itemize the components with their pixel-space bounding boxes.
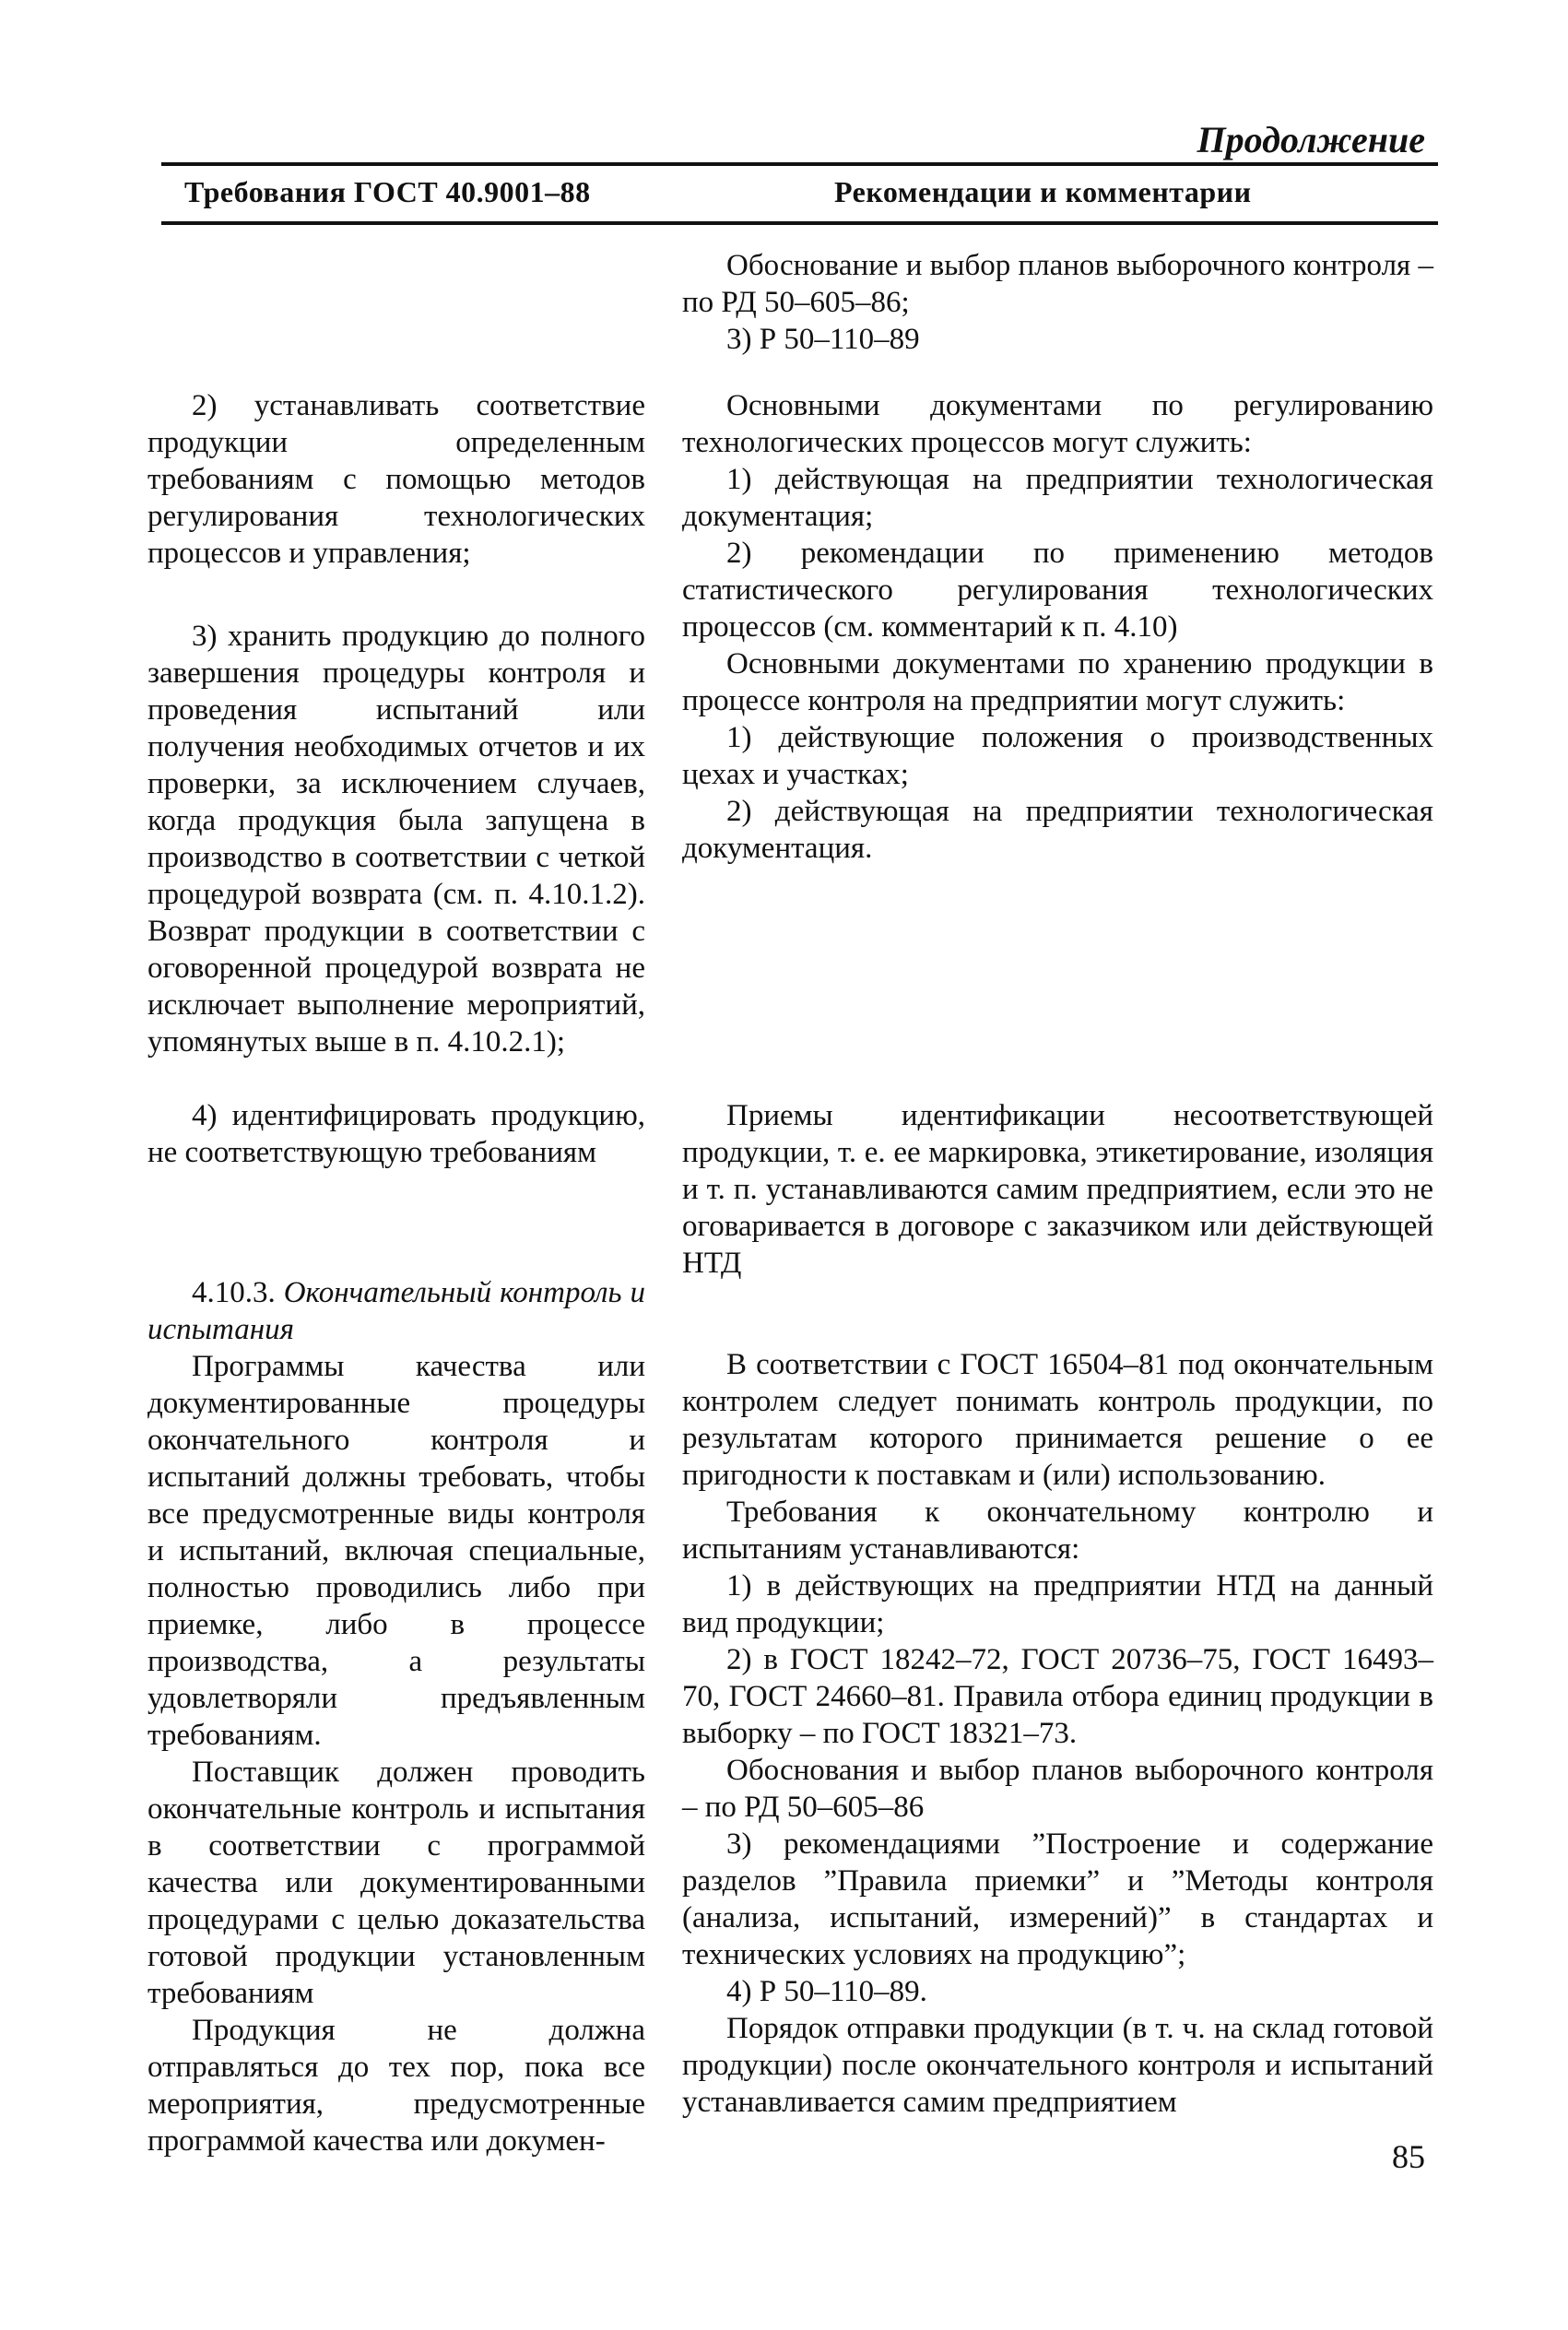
left-block-final-control	[147, 1274, 645, 2159]
left-block-identification	[147, 1097, 645, 1171]
right-block-identification	[682, 1097, 1433, 1282]
paragraph: 2) действующая на предприятии технологическая документация.	[682, 795, 1433, 865]
section-number: 4.10.3.	[192, 1276, 276, 1309]
section-heading	[147, 1274, 645, 1348]
paragraph: Продукция не должна отправляться до тех пор, пока все мероприятия, предусмотренные программой качества или докумен-	[147, 2014, 645, 2158]
paragraph: 3) хранить продукцию до полного завершения процедуры контроля и проведения испытаний или получения необходимых отчетов и их проверки, за исключением случаев, когда продукция была запущена в производство в соответствии с четкой процедурой возврата (см. п. 4.10.1.2). Возврат продукции в соответствии с оговоренной процедурой возврата не исключает выполнение мероприятий, упомянутых выше в п. 4.10.2.1);	[147, 620, 645, 1059]
paragraph: 1) в действующих на предприятии НТД на данный вид продукции;	[682, 1569, 1433, 1639]
left-block-regulation	[147, 387, 645, 572]
left-block-storage	[147, 618, 645, 1060]
header-bottom-rule	[161, 221, 1438, 225]
paragraph: 1) действующие положения о производственных цехах и участках;	[682, 721, 1433, 791]
paragraph: Программы качества или документированные процедуры окончательного контроля и испытаний должны требовать, чтобы все предусмотренные виды контроля и испытаний, включая специальные, полностью проводились либо при приемке, либо в процессе производства, а результаты удовлетворяли предъявленным требованиям.	[147, 1350, 645, 1752]
paragraph: 2) устанавливать соответствие продукции определенным требованиям с помощью методов регулирования технологических процессов и управления;	[147, 389, 645, 570]
paragraph: 2) рекомендации по применению методов статистического регулирования технологических процессов (см. комментарий к п. 4.10)	[682, 537, 1433, 644]
right-block-sampling	[682, 247, 1433, 358]
paragraph: 2) в ГОСТ 18242–72, ГОСТ 20736–75, ГОСТ 16493–70, ГОСТ 24660–81. Правила отбора единиц продукции в выборку – по ГОСТ 18321–73.	[682, 1643, 1433, 1750]
paragraph: Требования к окончательному контролю и испытаниям устанавливаются:	[682, 1496, 1433, 1566]
page-number: 85	[1392, 2138, 1425, 2175]
paragraph: В соответствии с ГОСТ 16504–81 под окончательным контролем следует понимать контроль продукции, по результатам которого принимается решение о ее пригодности к поставкам и (или) использованию.	[682, 1348, 1433, 1492]
right-block-documents	[682, 387, 1433, 867]
paragraph: Приемы идентификации несоответствующей продукции, т. е. ее маркировка, этикетирование, изоляция и т. п. устанавливаются самим предприятием, если это не оговаривается в договоре с заказчиком или действующей НТД	[682, 1099, 1433, 1280]
paragraph: 4) идентифицировать продукцию, не соответствующую требованиям	[147, 1099, 645, 1169]
paragraph: Основными документами по хранению продукции в процессе контроля на предприятии могут служить:	[682, 647, 1433, 717]
paragraph: Обоснования и выбор планов выборочного контроля – по РД 50–605–86	[682, 1754, 1433, 1824]
right-column-title: Рекомендации и комментарии	[834, 175, 1252, 208]
paragraph: 1) действующая на предприятии технологическая документация;	[682, 463, 1433, 533]
section-title: Окончательный контроль и испытания	[147, 1276, 645, 1346]
paragraph: Основными документами по регулированию технологических процессов могут служить:	[682, 389, 1433, 459]
paragraph: 4) Р 50–110–89.	[726, 1975, 927, 2008]
paragraph: 3) рекомендациями ”Построение и содержание разделов ”Правила приемки” и ”Методы контроля (анализа, испытаний, измерений)” в стандартах и технических условиях на продукцию”;	[682, 1827, 1433, 1971]
paragraph: Обоснование и выбор планов выборочного контроля – по РД 50–605–86;	[682, 249, 1433, 319]
continuation-label: Продолжение	[1197, 119, 1425, 160]
paragraph: Поставщик должен проводить окончательные контроль и испытания в соответствии с программой качества или документированными процедурами с целью доказательства готовой продукции установленным требованиям	[147, 1756, 645, 2010]
left-column-title: Требования ГОСТ 40.9001–88	[184, 175, 591, 208]
paragraph: Порядок отправки продукции (в т. ч. на склад готовой продукции) после окончательного контроля и испытаний устанавливается самим предприятием	[682, 2012, 1433, 2119]
header-top-rule	[161, 162, 1438, 166]
right-block-final-control	[682, 1346, 1433, 2121]
paragraph: 3) Р 50–110–89	[726, 323, 920, 356]
